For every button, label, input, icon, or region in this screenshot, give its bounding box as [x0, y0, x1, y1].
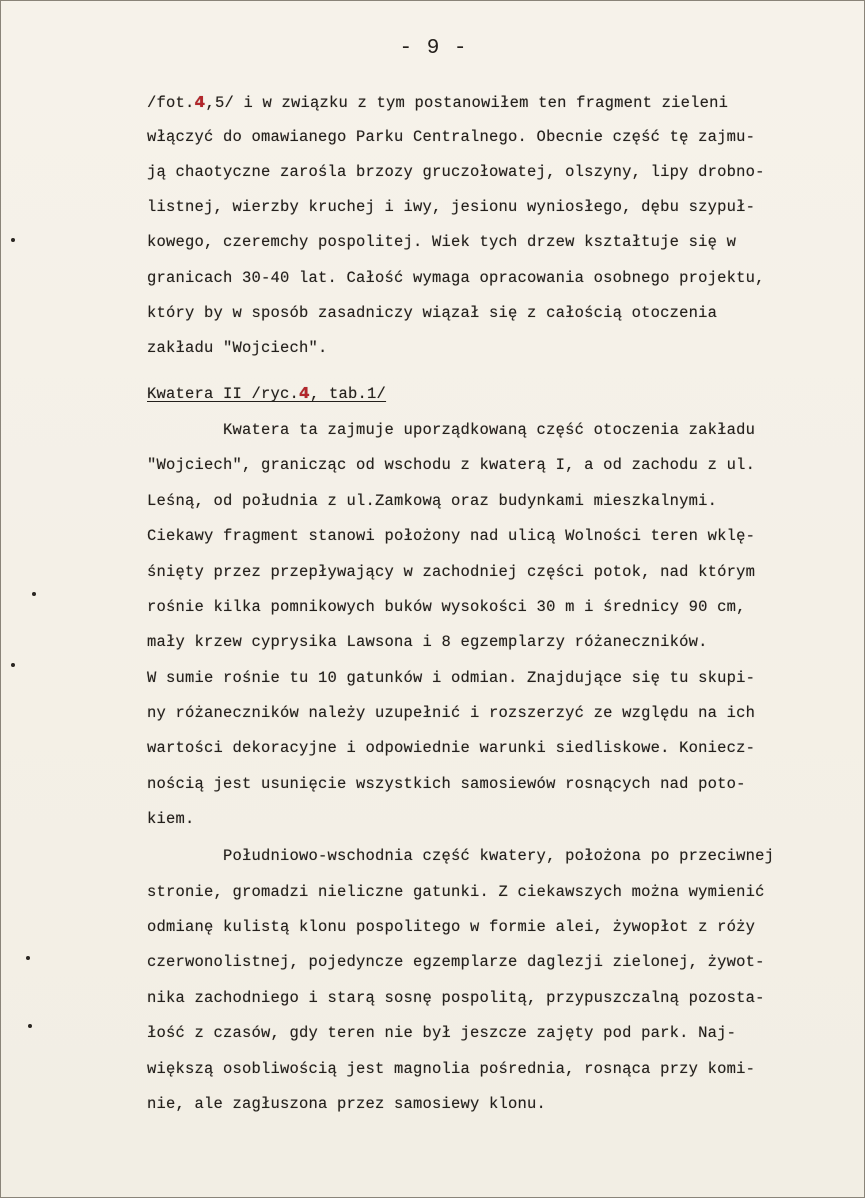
- handwritten-correction: 4: [194, 93, 206, 111]
- text-line: ją chaotyczne zarośla brzozy gruczołowatej, olszyny, lipy drobno-: [147, 163, 765, 181]
- text-line: nie, ale zagłuszona przez samosiewy klonu.: [147, 1095, 547, 1113]
- text-line: stronie, gromadzi nieliczne gatunki. Z ciekawszych można wymienić: [147, 883, 765, 901]
- margin-mark: [26, 956, 30, 960]
- text-line: nika zachodniego i starą sosnę pospolitą, przypuszczalną pozosta-: [147, 989, 765, 1007]
- text-line: "Wojciech", granicząc od wschodu z kwaterą I, a od zachodu z ul.: [147, 456, 756, 474]
- text-line: czerwonolistnej, pojedyncze egzemplarze daglezji zielonej, żywot-: [147, 953, 765, 971]
- section-heading: [147, 384, 386, 404]
- text-line: [147, 93, 728, 113]
- text-line: ny różaneczników należy uzupełnić i rozszerzyć ze względu na ich: [147, 704, 756, 722]
- text-line: mały krzew cyprysika Lawsona i 8 egzemplarzy różaneczników.: [147, 633, 708, 651]
- text-line: śnięty przez przepływający w zachodniej części potok, nad którym: [147, 563, 756, 581]
- text-line: kiem.: [147, 810, 195, 828]
- line-segment: , tab.1/: [310, 385, 387, 403]
- text-line: włączyć do omawianego Parku Centralnego. Obecnie część tę zajmu-: [147, 128, 756, 146]
- text-line: Ciekawy fragment stanowi położony nad ulicą Wolności teren wklę-: [147, 527, 756, 545]
- text-line: zakładu "Wojciech".: [147, 339, 328, 357]
- margin-mark: [11, 238, 15, 242]
- text-line: odmianę kulistą klonu pospolitego w formie alei, żywopłot z róży: [147, 918, 756, 936]
- line-segment: ,5/ i w związku z tym postanowiłem ten fragment zieleni: [205, 94, 729, 112]
- text-line: wartości dekoracyjne i odpowiednie warunki siedliskowe. Koniecz-: [147, 739, 756, 757]
- text-line: Leśną, od południa z ul.Zamkową oraz budynkami mieszkalnymi.: [147, 492, 718, 510]
- text-line: rośnie kilka pomnikowych buków wysokości 30 m i średnicy 90 cm,: [147, 598, 746, 616]
- text-line: granicach 30-40 lat. Całość wymaga opracowania osobnego projektu,: [147, 269, 765, 287]
- text-line: listnej, wierzby kruchej i iwy, jesionu wyniosłego, dębu szypuł-: [147, 198, 756, 216]
- page-number: - 9 -: [399, 37, 468, 60]
- margin-mark: [32, 592, 36, 596]
- margin-mark: [28, 1024, 32, 1028]
- text-line: kowego, czeremchy pospolitej. Wiek tych drzew kształtuje się w: [147, 233, 737, 251]
- text-line: łość z czasów, gdy teren nie był jeszcze zajęty pod park. Naj-: [147, 1024, 737, 1042]
- text-line: większą osobliwością jest magnolia pośrednia, rosnąca przy komi-: [147, 1060, 756, 1078]
- text-line: W sumie rośnie tu 10 gatunków i odmian. Znajdujące się tu skupi-: [147, 669, 756, 687]
- line-segment: /fot.: [147, 94, 195, 112]
- text-line: który by w sposób zasadniczy wiązał się z całością otoczenia: [147, 304, 718, 322]
- line-segment: Kwatera II /ryc.: [147, 385, 300, 403]
- text-line: Południowo-wschodnia część kwatery, położona po przeciwnej: [147, 847, 775, 865]
- handwritten-correction: 4: [299, 384, 311, 402]
- margin-mark: [11, 663, 15, 667]
- text-line: Kwatera ta zajmuje uporządkowaną część otoczenia zakładu: [147, 421, 756, 439]
- text-line: nością jest usunięcie wszystkich samosiewów rosnących nad poto-: [147, 775, 746, 793]
